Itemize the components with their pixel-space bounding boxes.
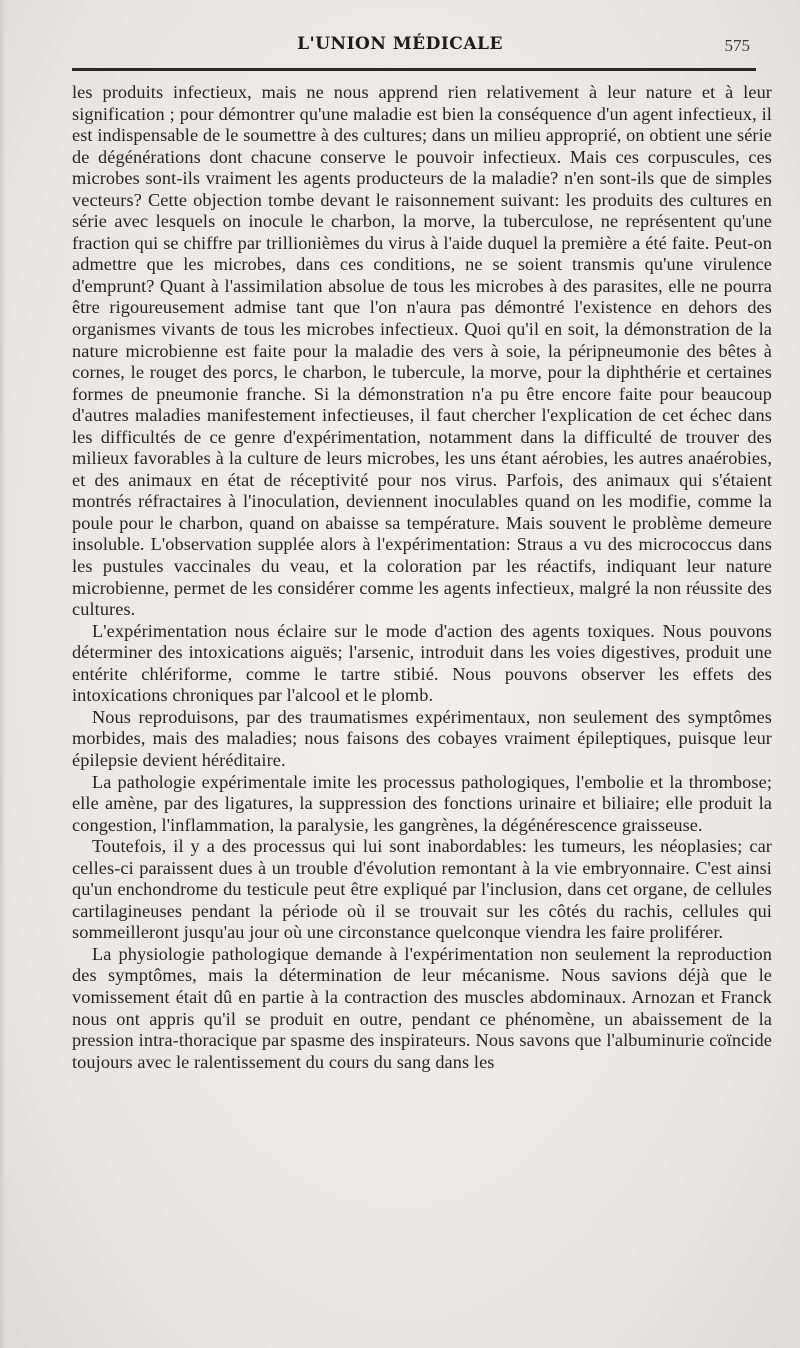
paragraph: La physiologie pathologique demande à l'expérimentation non seulement la reproduction des symptômes, mais la détermination de leur mécanisme. Nous savions déjà que le vomissement était dû en partie à la contraction des muscles abdominaux. Arnozan et Franck nous ont appris qu'il se produit en outre, pendant ce phénomène, un abaissement de la pression intra-thoracique par spasme des inspirateurs. Nous savons que l'albuminurie coïncide toujours avec le ralentissement du cours du sang dans les bbox=[72, 943, 772, 1072]
page-number: 575 bbox=[724, 36, 750, 55]
paragraph: L'expérimentation nous éclaire sur le mode d'action des agents toxiques. Nous pouvons déterminer des intoxications aiguës; l'arsenic, introduit dans les voies digestives, produit une entérite chlériforme, comme le tartre stibié. Nous pouvons observer les effets des intoxications chroniques par l'alcool et le plomb. bbox=[72, 620, 772, 706]
body-text bbox=[72, 82, 772, 1073]
running-title: L'UNION MÉDICALE bbox=[297, 34, 503, 54]
paragraph: La pathologie expérimentale imite les processus pathologiques, l'embolie et la thrombose; elle amène, par des ligatures, la suppression des fonctions urinaire et biliaire; elle produit la congestion, l'inflammation, la paralysie, les gangrènes, la dégénérescence graisseuse. bbox=[72, 771, 772, 835]
page-header bbox=[0, 30, 800, 60]
page-edge-shadow bbox=[0, 0, 6, 1348]
header-rule bbox=[72, 68, 756, 71]
paragraph: les produits infectieux, mais ne nous apprend rien relativement à leur nature et à leur signification ; pour démontrer qu'une maladie est bien la conséquence d'un agent infectieux, il est indispensable de le soumettre à des cultures; dans un milieu approprié, on obtient une série de dégénérations dont chacune conserve le pouvoir infectieux. Mais ces corpuscules, ces microbes sont-ils vraiment les agents producteurs de la maladie? n'en sont-ils que de simples vecteurs? Cette objection tombe devant le raisonnement suivant: les produits des cultures en série avec lesquels on inocule le charbon, la morve, la tuberculose, ne représentent qu'une fraction qui se chiffre par trillionièmes du virus à l'aide duquel la première a été faite. Peut-on admettre que les microbes, dans ces conditions, ne se soient transmis qu'une virulence d'emprunt? Quant à l'assimilation absolue de tous les microbes à des parasites, elle ne pourra être rigoureusement admise tant que l'on n'aura pas démontré l'existence en dehors des organismes vivants de tous les microbes infectieux. Quoi qu'il en soit, la démonstration de la nature microbienne est faite pour la maladie des vers à soie, la péripneumonie des bêtes à cornes, le rouget des porcs, le charbon, le tubercule, la morve, pour la diphthérie et certaines formes de pneumonie franche. Si la démonstration n'a pu être encore faite pour beaucoup d'autres maladies manifestement infectieuses, il faut chercher l'explication de cet échec dans les difficultés de ce genre d'expérimentation, notamment dans la difficulté de trouver des milieux favorables à la culture de leurs microbes, les uns étant aérobies, les autres anaérobies, et des animaux en état de réceptivité pour nos virus. Parfois, des animaux qui s'étaient montrés réfractaires à l'inoculation, deviennent inoculables quand on les modifie, comme la poule pour le charbon, quand on abaisse sa température. Mais souvent le problème demeure insoluble. L'observation supplée alors à l'expérimentation: Straus a vu des micrococcus dans les pustules vaccinales du veau, et la coloration par les réactifs, indiquant leur nature microbienne, permet de les considérer comme les agents infectieux, malgré la non réussite des cultures. bbox=[72, 82, 772, 620]
paragraph: Toutefois, il y a des processus qui lui sont inabordables: les tumeurs, les néoplasies; car celles-ci paraissent dues à un trouble d'évolution remontant à la vie embryonnaire. C'est ainsi qu'un enchondrome du testicule peut être expliqué par l'inclusion, dans cet organe, de cellules cartilagineuses pendant la période où il se trouvait sur les côtés du rachis, cellules qui sommeilleront jusqu'au jour où une circonstance quelconque viendra les faire proliférer. bbox=[72, 836, 772, 943]
paragraph: Nous reproduisons, par des traumatismes expérimentaux, non seulement des symptômes morbides, mais des maladies; nous faisons des cobayes vraiment épileptiques, puisque leur épilepsie devient héréditaire. bbox=[72, 706, 772, 770]
